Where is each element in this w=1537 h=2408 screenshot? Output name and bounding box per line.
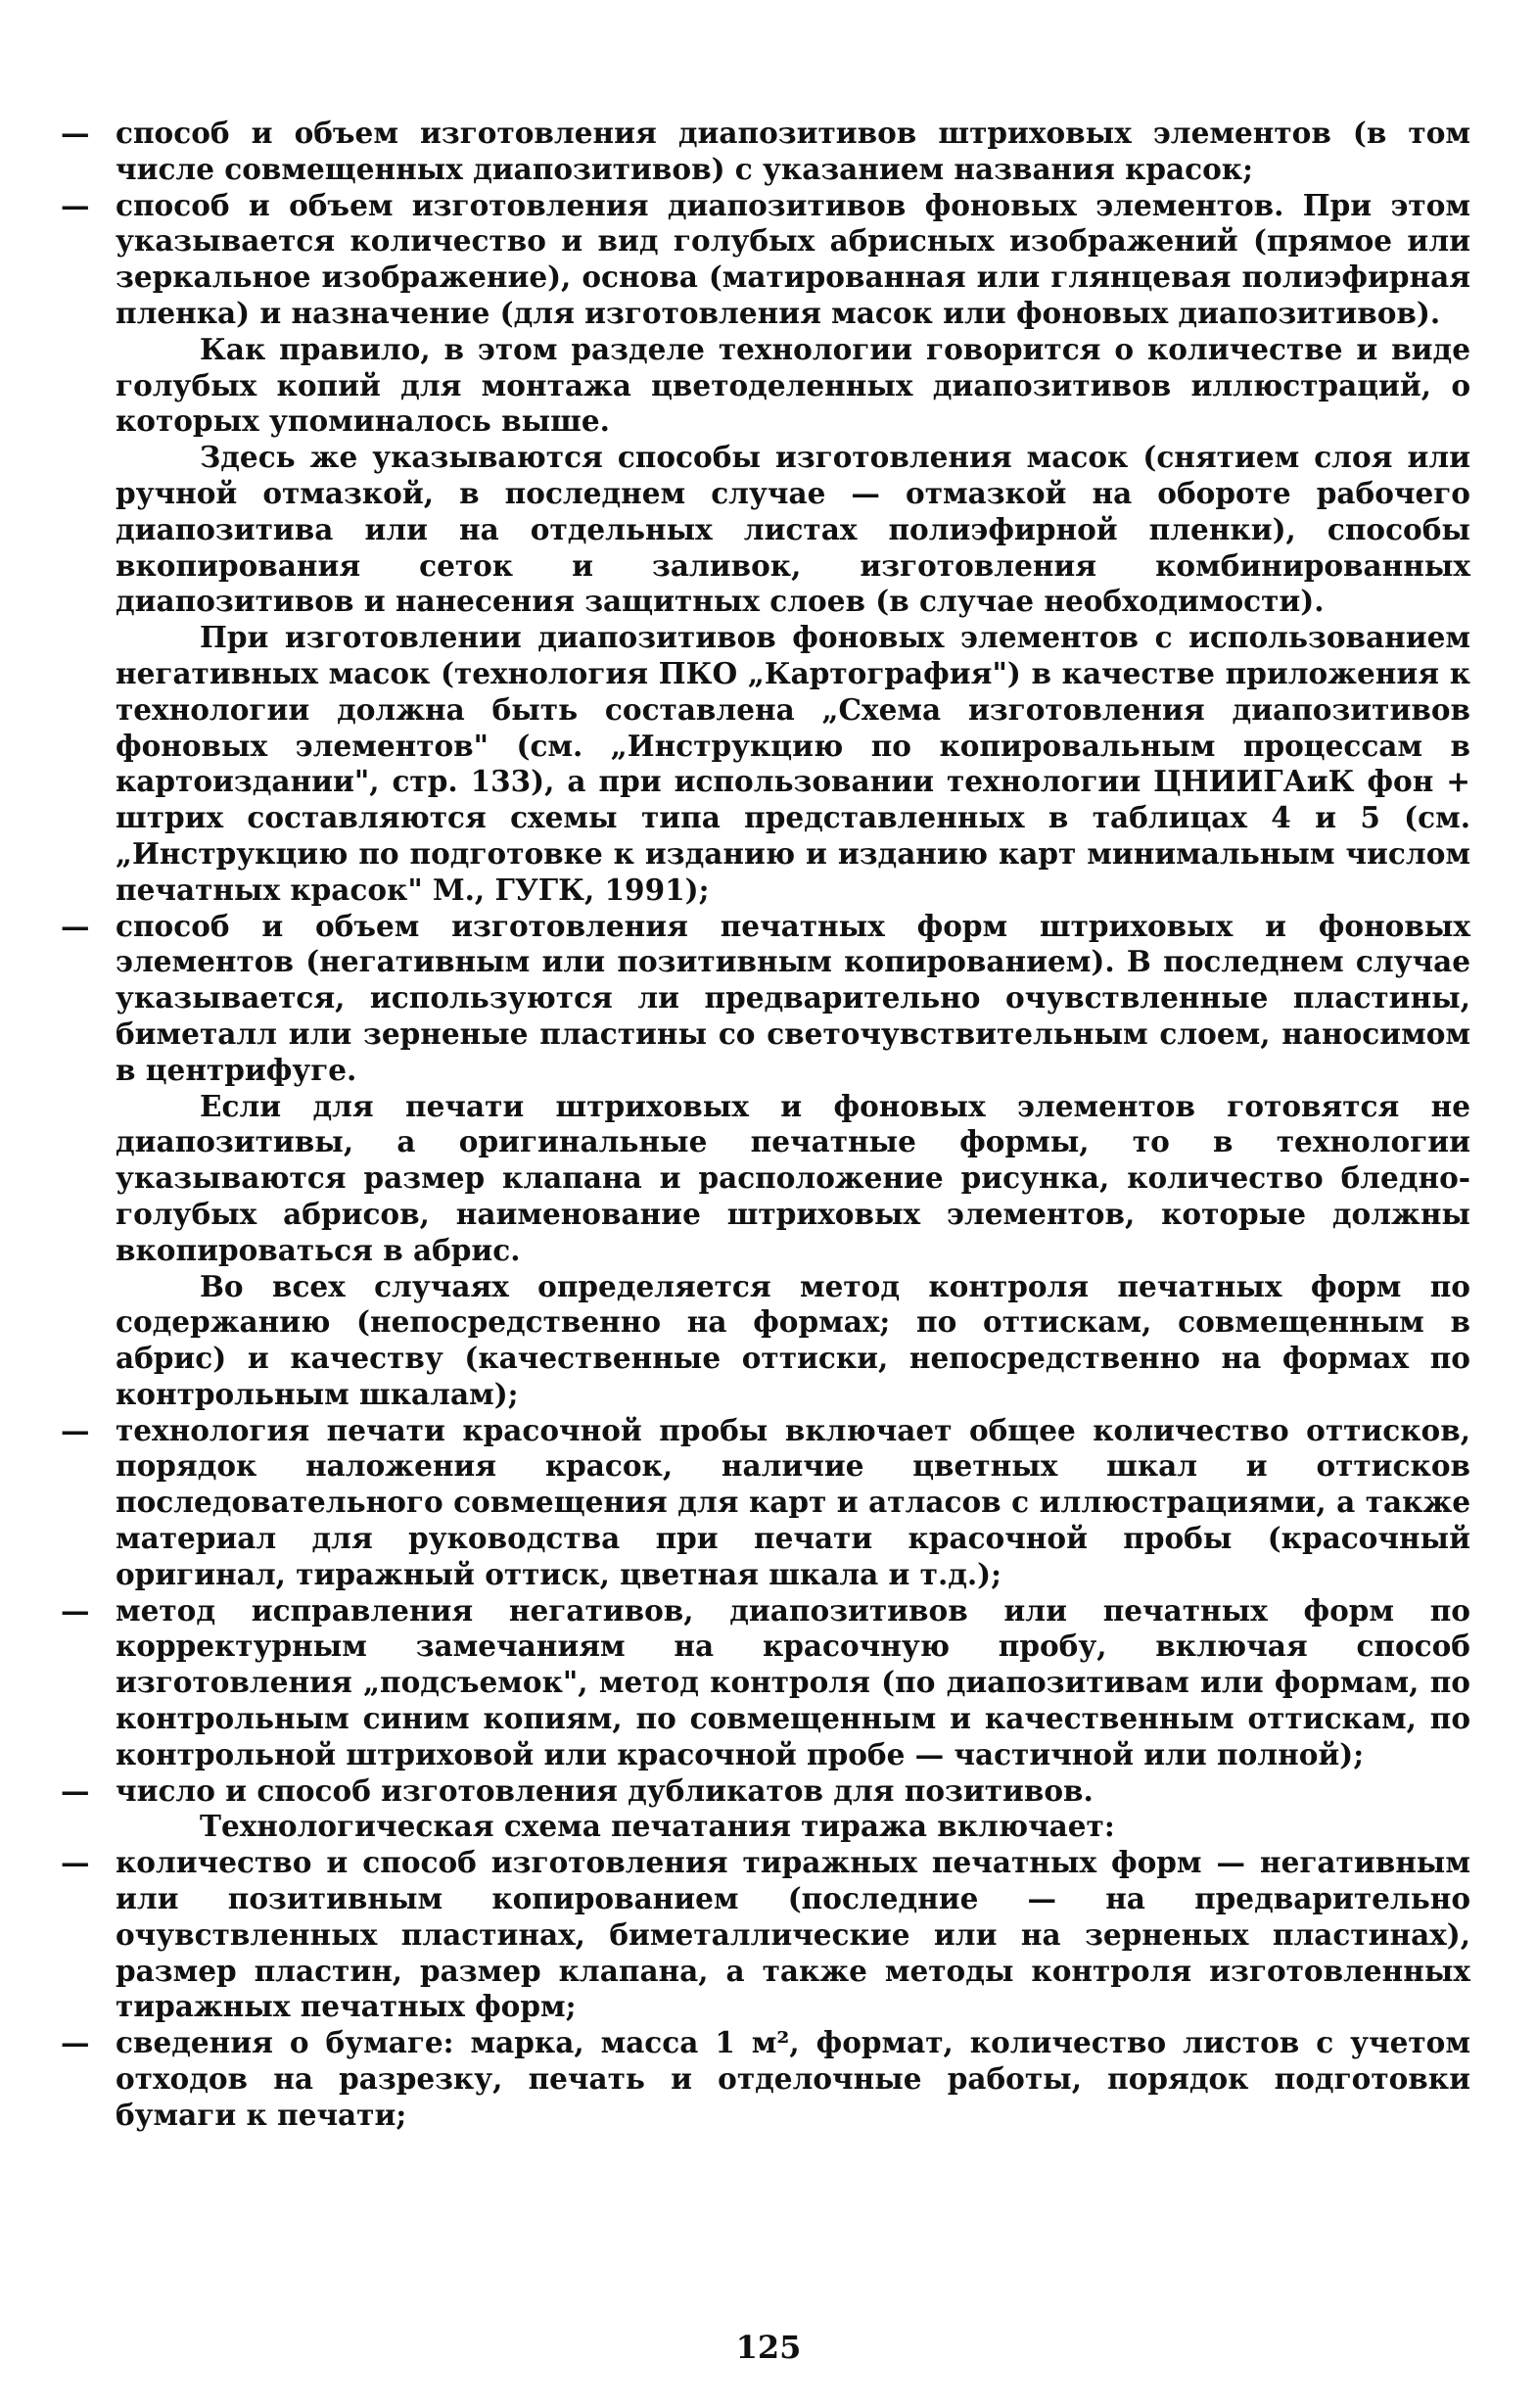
item-text: способ и объем изготовления диапозитивов фоновых элементов. При этом указывается количество и вид голубых абрисных изображений (прямое или зеркальное изображение), основа (матированная или глянцевая полиэфирная пленка) и назначение (для изготовления масок или фоновых диапозитивов).	[116, 187, 1470, 330]
paragraph: Как правило, в этом разделе технологии говорится о количестве и виде голубых копий для монтажа цветоделенных диапозитивов иллюстраций, о которых упоминалось выше.	[116, 331, 1470, 439]
paragraph: Технологическая схема печатания тиража включает:	[200, 1809, 1115, 1844]
list-dash: —	[61, 908, 90, 943]
list-dash: —	[61, 116, 90, 150]
list-dash: —	[61, 1412, 90, 1447]
list-item	[61, 1593, 1470, 1773]
list-dash: —	[61, 1845, 90, 1880]
item-text: количество и способ изготовления тиражных печатных форм — негативным или позитивным копированием (последние — на предварительно очувствленных пластинах, биметаллические или на зерненых пластинах), размер пластин, размер клапана, а также методы контроля изготовленных тиражных печатных форм;	[116, 1845, 1470, 2024]
list-item	[61, 1773, 1470, 1810]
list-item	[61, 2025, 1470, 2133]
page-number: 125	[735, 2329, 802, 2366]
item-text: сведения о бумаге: марка, масса 1 м², формат, количество листов с учетом отходов на разрезку, печать и отделочные работы, порядок подготовки бумаги к печати;	[116, 2025, 1470, 2132]
list-item	[61, 116, 1470, 188]
list-dash: —	[61, 2025, 90, 2060]
paragraph: Если для печати штриховых и фоновых элементов готовятся не диапозитивы, а оригинальные печатные формы, то в технологии указываются размер клапана и расположение рисунка, количество бледно-голубых абрисов, наименование штриховых элементов, которые должны вкопироваться в абрис.	[116, 1088, 1470, 1267]
list-dash: —	[61, 1772, 90, 1808]
list-dash: —	[61, 1592, 90, 1628]
list-item	[61, 909, 1470, 1089]
list-dash: —	[61, 187, 90, 222]
item-text: число и способ изготовления дубликатов для позитивов.	[116, 1772, 1094, 1808]
item-text: метод исправления негативов, диапозитивов или печатных форм по корректурным замечаниям на красочную пробу, включая способ изготовления „подсъемок", метод контроля (по диапозитивам или формам, по контрольным синим копиям, по совмещенным и качественным оттискам, по контрольной штриховой или красочной пробе — частичной или полной);	[116, 1592, 1470, 1771]
list-item	[61, 1845, 1470, 2025]
paragraph: Во всех случаях определяется метод контроля печатных форм по содержанию (непосредственно на формах; по оттискам, совмещенным в абрис) и качеству (качественные оттиски, непосредственно на формах по контрольным шкалам);	[116, 1268, 1470, 1411]
item-text: технология печати красочной пробы включает общее количество оттисков, порядок наложения красок, наличие цветных шкал и оттисков последовательного совмещения для карт и атласов с иллюстрациями, а также материал для руководства при печати красочной пробы (красочный оригинал, тиражный оттиск, цветная шкала и т.д.);	[116, 1412, 1470, 1591]
list-item	[61, 188, 1470, 332]
paragraph: Здесь же указываются способы изготовления масок (снятием слоя или ручной отмазкой, в последнем случае — отмазкой на обороте рабочего диапозитива или на отдельных листах полиэфирной пленки), способы вкопирования сеток и заливок, изготовления комбинированных диапозитивов и нанесения защитных слоев (в случае необходимости).	[116, 440, 1470, 619]
paragraph: При изготовлении диапозитивов фоновых элементов с использованием негативных масок (технология ПКО „Картография") в качестве приложения к технологии должна быть составлена „Схема изготовления диапозитивов фоновых элементов" (см. „Инструкцию по копировальным процессам в картоиздании", стр. 133), а при использовании технологии ЦНИИГАиК фон + штрих составляются схемы типа представленных в таблицах 4 и 5 (см. „Инструкцию по подготовке к изданию и изданию карт минимальным числом печатных красок" М., ГУГК, 1991);	[116, 620, 1470, 907]
item-text: способ и объем изготовления печатных форм штриховых и фоновых элементов (негативным или позитивным копированием). В последнем случае указывается, используются ли предварительно очувствленные пластины, биметалл или зерненые пластины со светочувствительным слоем, наносимом в центрифуге.	[116, 908, 1470, 1087]
list-item	[61, 1413, 1470, 1593]
page-body	[61, 116, 1470, 2134]
item-text: способ и объем изготовления диапозитивов штриховых элементов (в том числе совмещенных диапозитивов) с указанием названия красок;	[116, 116, 1470, 186]
